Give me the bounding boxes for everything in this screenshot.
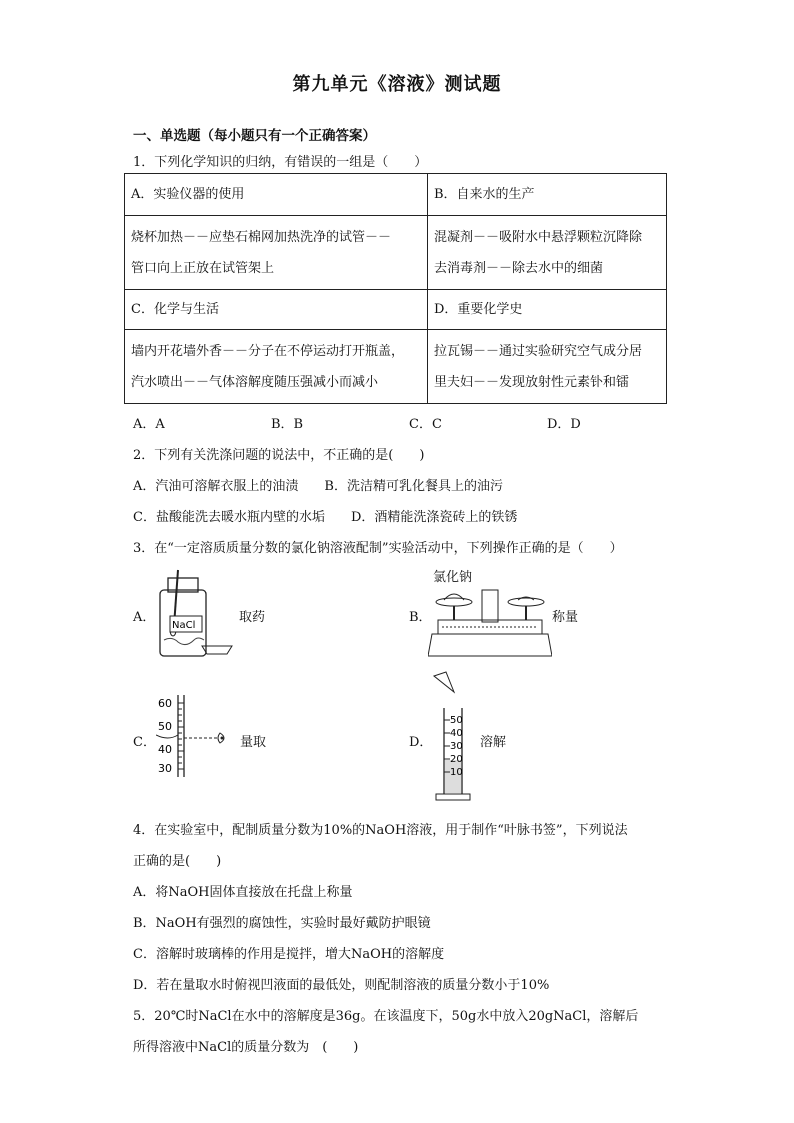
cyl-tick-50: 50 bbox=[158, 720, 172, 733]
q1-option-c: C．C bbox=[409, 417, 442, 432]
section-heading: 一、单选题（每小题只有一个正确答案） bbox=[133, 128, 376, 144]
dcyl-tick-40: 40 bbox=[450, 728, 463, 739]
q1-stem: 1．下列化学知识的归纳，有错误的一组是（ ） bbox=[133, 155, 428, 170]
dcyl-tick-20: 20 bbox=[450, 754, 463, 765]
dcyl-tick-30: 30 bbox=[450, 741, 463, 752]
q1-d-head: D．重要化学史 bbox=[428, 290, 667, 330]
q4-option-b: B．NaOH有强烈的腐蚀性，实验时最好戴防护眼镜 bbox=[133, 916, 431, 931]
page-title: 第九单元《溶液》测试题 bbox=[292, 74, 502, 95]
q1-option-b: B．B bbox=[271, 417, 304, 432]
q4-option-c: C．溶解时玻璃棒的作用是搅拌，增大NaOH的溶解度 bbox=[133, 947, 445, 962]
balance-figure bbox=[428, 582, 552, 660]
q3-c-letter: C． bbox=[133, 735, 156, 750]
q2-options-ab: A．汽油可溶解衣服上的油渍 B．洗洁精可乳化餐具上的油污 bbox=[133, 479, 503, 494]
cylinder-reading-figure bbox=[156, 693, 240, 779]
q1-c-body: 墙内开花墙外香－－分子在不停运动打开瓶盖， 汽水喷出－－气体溶解度随压强减小而减小 bbox=[125, 330, 428, 404]
q5-stem-line1: 5．20℃时NaCl在水中的溶解度是36g。在该温度下，50g水中放入20gNaCl，溶解后 bbox=[133, 1009, 639, 1024]
q4-stem-line1: 4．在实验室中，配制质量分数为10%的NaOH溶液，用于制作“叶脉书签”，下列说法 bbox=[133, 823, 628, 838]
q3-d-label: 溶解 bbox=[480, 735, 507, 750]
q2-options-cd: C．盐酸能洗去暖水瓶内壁的水垢 D．酒精能洗涤瓷砖上的铁锈 bbox=[133, 510, 518, 525]
q1-a-head: A．实验仪器的使用 bbox=[125, 174, 428, 216]
cyl-tick-40: 40 bbox=[158, 743, 172, 756]
q3-stem: 3．在“一定溶质质量分数的氯化钠溶液配制”实验活动中，下列操作正确的是（ ） bbox=[133, 541, 623, 556]
dissolving-cylinder-figure bbox=[432, 670, 478, 804]
q4-option-d: D．若在量取水时俯视凹液面的最低处，则配制溶液的质量分数小于10% bbox=[133, 978, 550, 993]
q3-b-letter: B． bbox=[409, 610, 432, 625]
q1-c-head: C．化学与生活 bbox=[125, 290, 428, 330]
q3-b-label: 称量 bbox=[552, 610, 579, 625]
cyl-tick-30: 30 bbox=[158, 762, 172, 775]
q1-table bbox=[124, 173, 667, 404]
bottle-label: NaCl bbox=[172, 620, 196, 631]
q3-a-letter: A． bbox=[133, 610, 156, 625]
dcyl-tick-10: 10 bbox=[450, 767, 463, 778]
q2-stem: 2．下列有关洗涤问题的说法中，不正确的是( ) bbox=[133, 448, 425, 463]
q1-option-d: D．D bbox=[547, 417, 581, 432]
q4-stem-line2: 正确的是( ) bbox=[133, 854, 222, 869]
q1-b-body: 混凝剂－－吸附水中悬浮颗粒沉降除 去消毒剂－－除去水中的细菌 bbox=[428, 216, 667, 290]
dcyl-tick-50: 50 bbox=[450, 715, 463, 726]
q5-stem-line2: 所得溶液中NaCl的质量分数为 ( ) bbox=[133, 1040, 359, 1055]
reagent-bottle-figure bbox=[152, 568, 242, 660]
q3-a-label: 取药 bbox=[239, 610, 266, 625]
q1-option-a: A．A bbox=[133, 417, 165, 432]
q1-d-body: 拉瓦锡－－通过实验研究空气成分居 里夫妇－－发现放射性元素钋和镭 bbox=[428, 330, 667, 404]
q4-option-a: A．将NaOH固体直接放在托盘上称量 bbox=[133, 885, 353, 900]
q3-d-letter: D． bbox=[409, 735, 433, 750]
cyl-tick-60: 60 bbox=[158, 697, 172, 710]
q1-b-head: B．自来水的生产 bbox=[428, 174, 667, 216]
q3-c-label: 量取 bbox=[240, 735, 267, 750]
q3-b-top-label: 氯化钠 bbox=[433, 570, 473, 585]
q1-a-body: 烧杯加热－－应垫石棉网加热洗净的试管－－ 管口向上正放在试管架上 bbox=[125, 216, 428, 290]
